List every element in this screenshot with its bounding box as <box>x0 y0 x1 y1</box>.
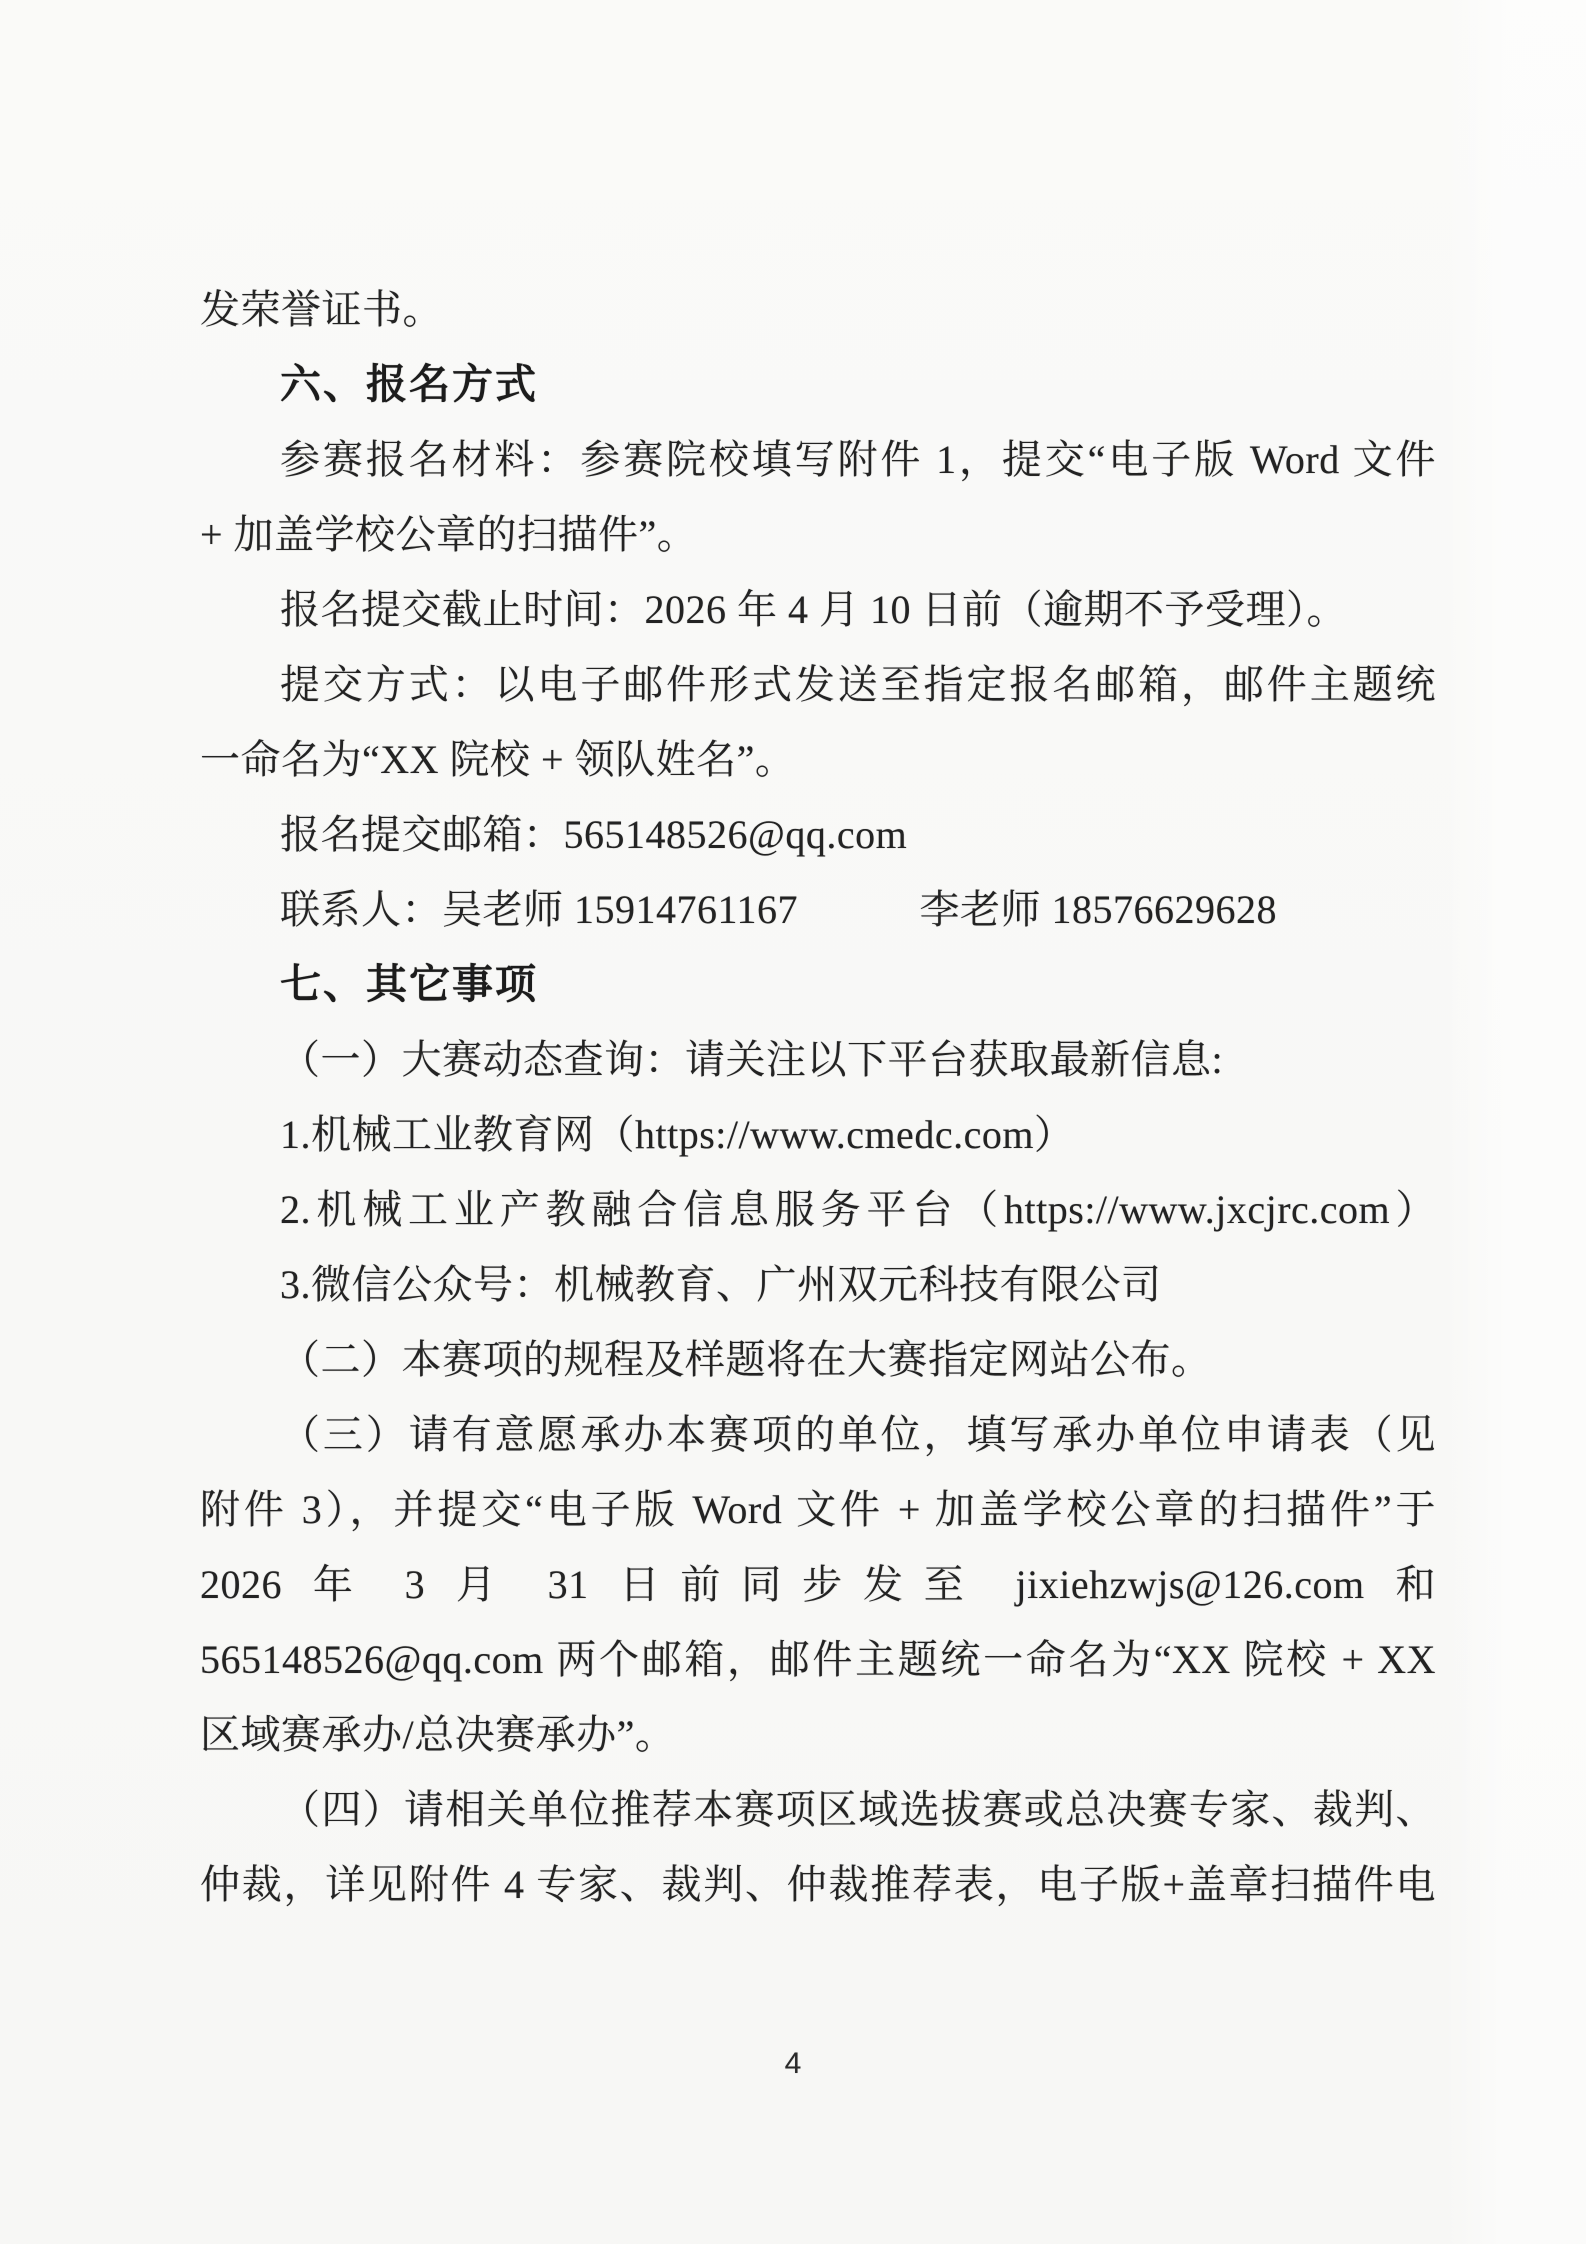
body-line: （三）请有意愿承办本赛项的单位，填写承办单位申请表（见 <box>280 1412 1436 1457</box>
document-body <box>200 272 1436 1922</box>
body-line: 附件 3），并提交“电子版 Word 文件 + 加盖学校公章的扫描件”于 <box>200 1487 1436 1532</box>
body-line: 一命名为“XX 院校 + 领队姓名”。 <box>200 737 796 782</box>
body-line: 提交方式：以电子邮件形式发送至指定报名邮箱，邮件主题统 <box>280 662 1436 707</box>
section-six-heading: 六、报名方式 <box>280 361 538 407</box>
body-line: 2026 年 3 月 31 日前同步发至 jixiehzwjs@126.com 和 <box>200 1562 1436 1607</box>
section-seven-heading: 七、其它事项 <box>280 961 538 1007</box>
body-line: 565148526@qq.com 两个邮箱，邮件主题统一命名为“XX 院校 + XX <box>200 1637 1436 1682</box>
body-line: 报名提交截止时间：2026 年 4 月 10 日前（逾期不予受理）。 <box>280 587 1347 632</box>
body-line: （二）本赛项的规程及样题将在大赛指定网站公布。 <box>280 1337 1212 1382</box>
body-line: 参赛报名材料：参赛院校填写附件 1，提交“电子版 Word 文件 <box>280 437 1436 482</box>
page-number: 4 <box>784 2047 802 2080</box>
registration-email-line: 报名提交邮箱：565148526@qq.com <box>280 812 908 857</box>
body-line: + 加盖学校公章的扫描件”。 <box>200 512 698 557</box>
continuation-line: 发荣誉证书。 <box>200 287 443 332</box>
body-line: （四）请相关单位推荐本赛项区域选拔赛或总决赛专家、裁判、 <box>280 1787 1436 1832</box>
platform-link-line: 2.机械工业产教融合信息服务平台（https://www.jxcjrc.com） <box>280 1187 1436 1232</box>
body-line: 区域赛承办/总决赛承办”。 <box>200 1712 676 1757</box>
body-line: 仲裁，详见附件 4 专家、裁判、仲裁推荐表，电子版+盖章扫描件电 <box>200 1862 1436 1907</box>
body-line: （一）大赛动态查询：请关注以下平台获取最新信息: <box>280 1037 1224 1082</box>
platform-link-line: 1.机械工业教育网（https://www.cmedc.com） <box>280 1112 1075 1157</box>
contact-persons-line: 联系人：吴老师 15914761167 李老师 18576629628 <box>280 887 1278 932</box>
platform-link-line: 3.微信公众号：机械教育、广州双元科技有限公司 <box>280 1262 1162 1307</box>
